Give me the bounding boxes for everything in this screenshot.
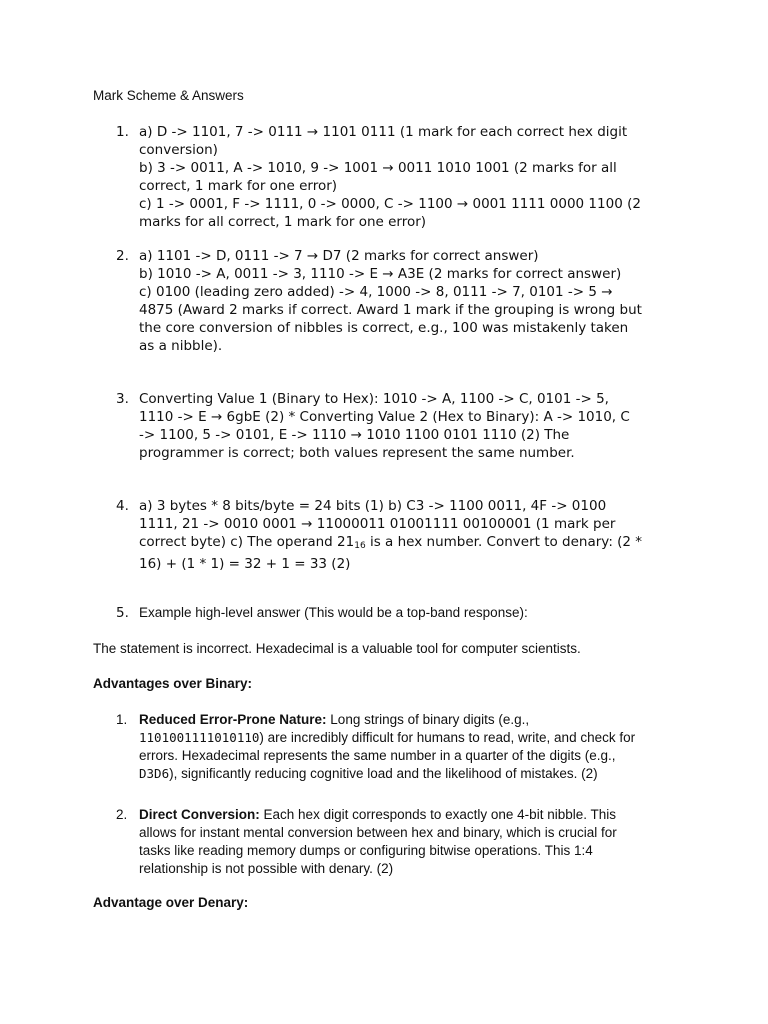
q3-number: 3. xyxy=(116,391,129,407)
q4-line3-start: correct byte) c) The operand 21 xyxy=(139,534,355,550)
q1-line: c) 1 -> 0001, F -> 1111, 0 -> 0000, C -> 1100 → 0001 1111 0000 1100 (2 xyxy=(139,196,641,212)
q4-number: 4. xyxy=(116,498,129,514)
q1-number: 1. xyxy=(116,124,129,140)
point2-bold: Direct Conversion: xyxy=(139,807,260,822)
q4-line xyxy=(139,533,679,555)
point1-text: ), significantly reducing cognitive load and the likelihood of mistakes. (2) xyxy=(169,766,598,781)
q2-line: a) 1101 -> D, 0111 -> 7 → D7 (2 marks for correct answer) xyxy=(139,248,539,264)
q4-line: 16) + (1 * 1) = 32 + 1 = 33 (2) xyxy=(139,556,351,572)
q2-number: 2. xyxy=(116,248,129,264)
point1-number: 1. xyxy=(116,712,128,727)
heading-advantage-denary: Advantage over Denary: xyxy=(93,895,249,910)
q3-line: -> 1100, 5 -> 0101, E -> 1110 → 1010 1100 0101 1110 (2) The xyxy=(139,427,570,443)
point1-bold: Reduced Error-Prone Nature: xyxy=(139,712,327,727)
q2-line: 4875 (Award 2 marks if correct. Award 1 mark if the grouping is wrong but xyxy=(139,302,642,318)
point1-paragraph xyxy=(139,711,679,783)
q4-line3-end: is a hex number. Convert to denary: (2 * xyxy=(365,534,643,550)
point1-line xyxy=(139,711,679,729)
q4-answer xyxy=(139,497,679,573)
point2-paragraph xyxy=(139,806,679,878)
point2-text: Each hex digit corresponds to exactly one 4-bit nibble. This xyxy=(259,807,616,822)
q1-line: b) 3 -> 0011, A -> 1010, 9 -> 1001 → 0011 1010 1001 (2 marks for all xyxy=(139,160,617,176)
q2-answer xyxy=(139,247,679,355)
q1-line: a) D -> 1101, 7 -> 0111 → 1101 0111 (1 mark for each correct hex digit xyxy=(139,124,628,140)
q1-line: conversion) xyxy=(139,142,218,158)
q1-answer xyxy=(139,123,679,231)
point1-line xyxy=(139,729,679,747)
q2-line: as a nibble). xyxy=(139,338,223,354)
q3-line: 1110 -> E → 6gbE (2) * Converting Value 2 (Hex to Binary): A -> 1010, C xyxy=(139,409,630,425)
q5-number: 5. xyxy=(116,605,129,621)
hex-example: D3D6 xyxy=(139,766,170,781)
point2-line: tasks like reading memory dumps or configuring bitwise operations. This 1:4 xyxy=(139,843,593,858)
q3-line: programmer is correct; both values represent the same number. xyxy=(139,445,575,461)
q2-line: c) 0100 (leading zero added) -> 4, 1000 -> 8, 0111 -> 7, 0101 -> 5 → xyxy=(139,284,613,300)
point2-line xyxy=(139,806,679,824)
q5-line: Example high-level answer (This would be a top-band response): xyxy=(139,605,528,620)
q4-line: 1111, 21 -> 0010 0001 → 11000011 01001111 00100001 (1 mark per xyxy=(139,516,616,532)
heading-advantages-binary: Advantages over Binary: xyxy=(93,676,253,691)
q3-line: Converting Value 1 (Binary to Hex): 1010 -> A, 1100 -> C, 0101 -> 5, xyxy=(139,391,609,407)
q3-answer xyxy=(139,390,679,462)
point1-line: errors. Hexadecimal represents the same number in a quarter of the digits (e.g., xyxy=(139,748,616,763)
q5-answer xyxy=(139,604,679,622)
point1-text: Long strings of binary digits (e.g., xyxy=(326,712,530,727)
point2-line: relationship is not possible with denary. (2) xyxy=(139,861,394,876)
page-title: Mark Scheme & Answers xyxy=(93,88,244,103)
point1-text: ) are incredibly difficult for humans to read, write, and check for xyxy=(259,730,636,745)
q1-line: correct, 1 mark for one error) xyxy=(139,178,338,194)
binary-example: 1101001111010110 xyxy=(139,730,260,745)
point1-line xyxy=(139,765,679,783)
base-subscript: 16 xyxy=(354,541,366,551)
q2-line: the core conversion of nibbles is correct, e.g., 100 was mistakenly taken xyxy=(139,320,629,336)
q1-line: marks for all correct, 1 mark for one error) xyxy=(139,214,427,230)
point2-line: allows for instant mental conversion between hex and binary, which is crucial for xyxy=(139,825,617,840)
point2-number: 2. xyxy=(116,807,128,822)
statement-paragraph: The statement is incorrect. Hexadecimal is a valuable tool for computer scientists. xyxy=(93,641,581,656)
q4-line: a) 3 bytes * 8 bits/byte = 24 bits (1) b) C3 -> 1100 0011, 4F -> 0100 xyxy=(139,498,607,514)
q2-line: b) 1010 -> A, 0011 -> 3, 1110 -> E → A3E (2 marks for correct answer) xyxy=(139,266,622,282)
